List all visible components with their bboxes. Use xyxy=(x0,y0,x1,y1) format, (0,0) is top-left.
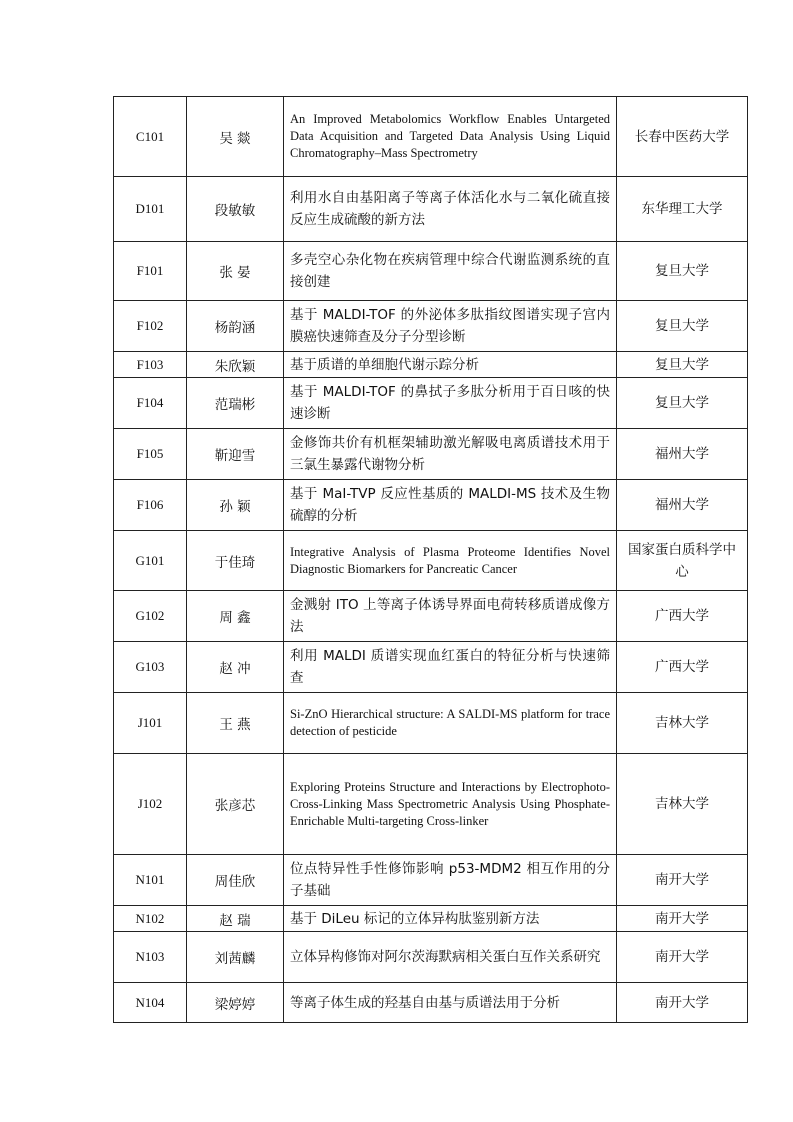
presentation-code: F103 xyxy=(114,352,187,378)
presenter-name: 杨韵涵 xyxy=(187,301,284,352)
affiliation: 复旦大学 xyxy=(617,242,748,301)
table-row xyxy=(114,642,748,693)
affiliation: 南开大学 xyxy=(617,855,748,906)
presentation-title: Si-ZnO Hierarchical structure: A SALDI-MS platform for trace detection of pesticide xyxy=(284,693,617,754)
affiliation: 复旦大学 xyxy=(617,378,748,429)
presentation-title: Exploring Proteins Structure and Interactions by Electrophoto-Cross-Linking Mass Spectrometric Analysis Using Phosphate-Enrichable Multi-targeting Cross-linker xyxy=(284,754,617,855)
presentation-title: 多壳空心杂化物在疾病管理中综合代谢监测系统的直接创建 xyxy=(284,242,617,301)
table-row xyxy=(114,97,748,177)
table-row xyxy=(114,983,748,1023)
table-row xyxy=(114,301,748,352)
presenter-name: 张彦芯 xyxy=(187,754,284,855)
table-row xyxy=(114,906,748,932)
affiliation: 南开大学 xyxy=(617,983,748,1023)
presenter-name: 周 鑫 xyxy=(187,591,284,642)
presentation-code: F102 xyxy=(114,301,187,352)
presentation-title: 金溅射 ITO 上等离子体诱导界面电荷转移质谱成像方法 xyxy=(284,591,617,642)
presenter-name: 张 晏 xyxy=(187,242,284,301)
presentation-title: 基于 MALDI-TOF 的外泌体多肽指纹图谱实现子宫内膜癌快速筛查及分子分型诊断 xyxy=(284,301,617,352)
table-row xyxy=(114,480,748,531)
affiliation: 广西大学 xyxy=(617,642,748,693)
table-row xyxy=(114,591,748,642)
presentation-code: J101 xyxy=(114,693,187,754)
table-row xyxy=(114,855,748,906)
table-row xyxy=(114,352,748,378)
presenter-name: 朱欣颖 xyxy=(187,352,284,378)
presentation-title: Integrative Analysis of Plasma Proteome Identifies Novel Diagnostic Biomarkers for Pancreatic Cancer xyxy=(284,531,617,591)
presentation-title: 位点特异性手性修饰影响 p53-MDM2 相互作用的分子基础 xyxy=(284,855,617,906)
presentation-title: 利用 MALDI 质谱实现血红蛋白的特征分析与快速筛查 xyxy=(284,642,617,693)
presentation-code: G101 xyxy=(114,531,187,591)
presentation-code: D101 xyxy=(114,177,187,242)
presentation-title: 金修饰共价有机框架辅助激光解吸电离质谱技术用于三氯生暴露代谢物分析 xyxy=(284,429,617,480)
presenter-name: 范瑞彬 xyxy=(187,378,284,429)
presentation-code: F101 xyxy=(114,242,187,301)
presenter-name: 吴 燚 xyxy=(187,97,284,177)
table-row xyxy=(114,177,748,242)
presenter-name: 王 燕 xyxy=(187,693,284,754)
presentation-code: N104 xyxy=(114,983,187,1023)
presentation-title: 基于质谱的单细胞代谢示踪分析 xyxy=(284,352,617,378)
affiliation: 吉林大学 xyxy=(617,754,748,855)
table-row xyxy=(114,378,748,429)
presentation-code: G102 xyxy=(114,591,187,642)
affiliation: 广西大学 xyxy=(617,591,748,642)
presentation-code: G103 xyxy=(114,642,187,693)
table-row xyxy=(114,693,748,754)
table-row xyxy=(114,754,748,855)
affiliation: 南开大学 xyxy=(617,906,748,932)
affiliation: 福州大学 xyxy=(617,480,748,531)
presentation-title: 基于 MaI-TVP 反应性基质的 MALDI-MS 技术及生物硫醇的分析 xyxy=(284,480,617,531)
affiliation: 南开大学 xyxy=(617,932,748,983)
affiliation: 复旦大学 xyxy=(617,301,748,352)
affiliation: 长春中医药大学 xyxy=(617,97,748,177)
presentation-title: An Improved Metabolomics Workflow Enables Untargeted Data Acquisition and Targeted Data Analysis Using Liquid Chromatography–Mass Spectrometry xyxy=(284,97,617,177)
table-row xyxy=(114,531,748,591)
affiliation: 国家蛋白质科学中心 xyxy=(617,531,748,591)
affiliation: 福州大学 xyxy=(617,429,748,480)
table-row xyxy=(114,242,748,301)
presenter-name: 孙 颖 xyxy=(187,480,284,531)
presentation-title: 基于 DiLeu 标记的立体异构肽鉴别新方法 xyxy=(284,906,617,932)
presentation-code: C101 xyxy=(114,97,187,177)
table-row xyxy=(114,932,748,983)
presentation-code: F106 xyxy=(114,480,187,531)
abstract-list-table xyxy=(113,96,748,1023)
presenter-name: 周佳欣 xyxy=(187,855,284,906)
presentation-code: N102 xyxy=(114,906,187,932)
presentation-title: 立体异构修饰对阿尔茨海默病相关蛋白互作关系研究 xyxy=(284,932,617,983)
presentation-code: J102 xyxy=(114,754,187,855)
presentation-title: 利用水自由基阳离子等离子体活化水与二氧化硫直接反应生成硫酸的新方法 xyxy=(284,177,617,242)
presenter-name: 赵 瑞 xyxy=(187,906,284,932)
presenter-name: 于佳琦 xyxy=(187,531,284,591)
presentation-title: 等离子体生成的羟基自由基与质谱法用于分析 xyxy=(284,983,617,1023)
affiliation: 东华理工大学 xyxy=(617,177,748,242)
presenter-name: 赵 冲 xyxy=(187,642,284,693)
presenter-name: 靳迎雪 xyxy=(187,429,284,480)
presentation-code: F105 xyxy=(114,429,187,480)
presentation-code: N101 xyxy=(114,855,187,906)
presenter-name: 段敏敏 xyxy=(187,177,284,242)
presentation-code: N103 xyxy=(114,932,187,983)
table-row xyxy=(114,429,748,480)
presenter-name: 梁婷婷 xyxy=(187,983,284,1023)
affiliation: 复旦大学 xyxy=(617,352,748,378)
affiliation: 吉林大学 xyxy=(617,693,748,754)
presentation-title: 基于 MALDI-TOF 的鼻拭子多肽分析用于百日咳的快速诊断 xyxy=(284,378,617,429)
presenter-name: 刘茜麟 xyxy=(187,932,284,983)
presentation-code: F104 xyxy=(114,378,187,429)
